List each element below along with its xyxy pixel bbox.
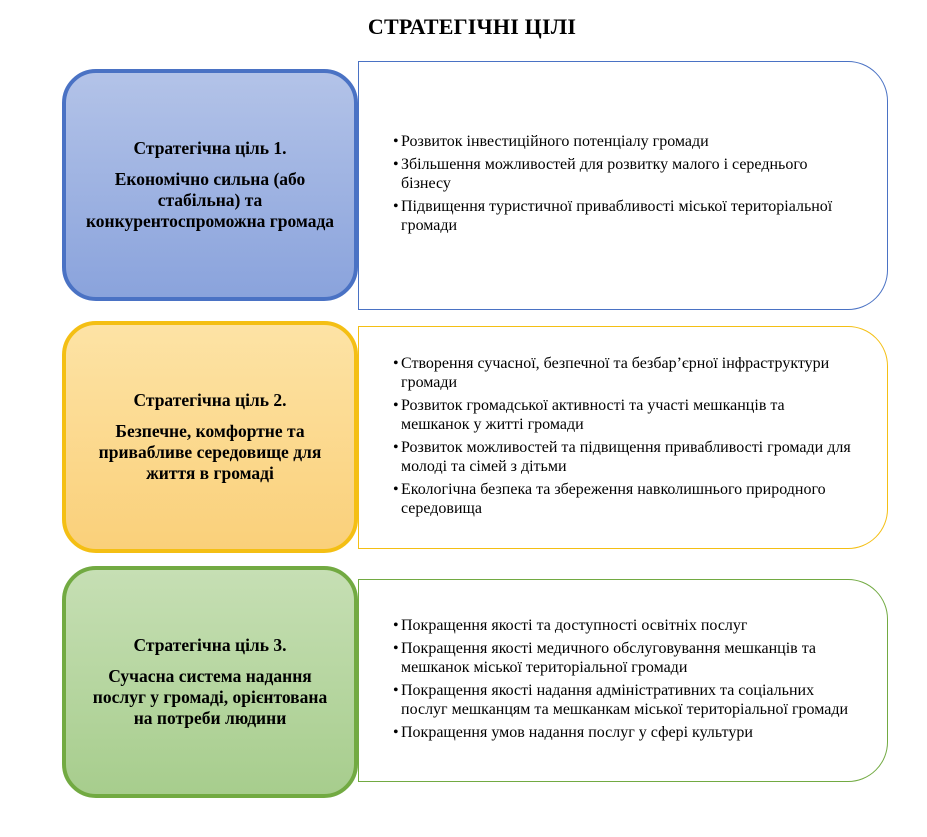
goal-3-item: • Покращення умов надання послуг у сфері культури — [393, 723, 753, 741]
goal-2-box — [62, 321, 358, 553]
goal-3-details — [358, 579, 888, 782]
goal-1-box — [62, 69, 358, 301]
goal-3-number: Стратегічна ціль 3. — [133, 635, 287, 655]
goal-2-number: Стратегічна ціль 2. — [133, 390, 287, 410]
goal-3-item: • Покращення якості медичного обслуговування мешканців та мешканок міської територіальної громади — [393, 639, 817, 676]
page-title: СТРАТЕГІЧНІ ЦІЛІ — [367, 14, 577, 39]
goal-3-item: • Покращення якості та доступності освітніх послуг — [393, 617, 748, 634]
goal-3-box — [62, 566, 358, 798]
goal-3-item: • Покращення якості надання адміністративних та соціальних послуг мешканцям та мешканкам міської територіальної громади — [393, 681, 849, 718]
goal-1-details — [358, 61, 888, 310]
goal-1-number: Стратегічна ціль 1. — [133, 138, 287, 158]
goal-1-item: • Розвиток інвестиційного потенціалу громади — [393, 133, 709, 151]
goal-1-name: Економічно сильна (або стабільна) та конкурентоспроможна громада — [85, 169, 335, 231]
goal-2-item: • Розвиток можливостей та підвищення привабливості громади для молоді та сімей з дітьми — [393, 438, 851, 475]
goal-2-item: • Розвиток громадської активності та участі мешканців та мешканок у житті громади — [393, 396, 785, 433]
goal-1-item: • Підвищення туристичної привабливості міської територіальної громади — [393, 197, 833, 235]
goal-2-item: • Створення сучасної, безпечної та безбар’єрної інфраструктури громади — [393, 354, 830, 391]
goal-1-item: • Збільшення можливостей для розвитку малого і середнього бізнесу — [393, 155, 808, 193]
goal-3-name: Сучасна система надання послуг у громаді, орієнтована на потреби людини — [92, 666, 328, 728]
goal-2-item: • Екологічна безпека та збереження навколишнього природного середовища — [393, 480, 826, 517]
goal-2-name: Безпечне, комфортне та привабливе середовище для життя в громаді — [98, 421, 322, 483]
goal-2-details — [358, 326, 888, 549]
